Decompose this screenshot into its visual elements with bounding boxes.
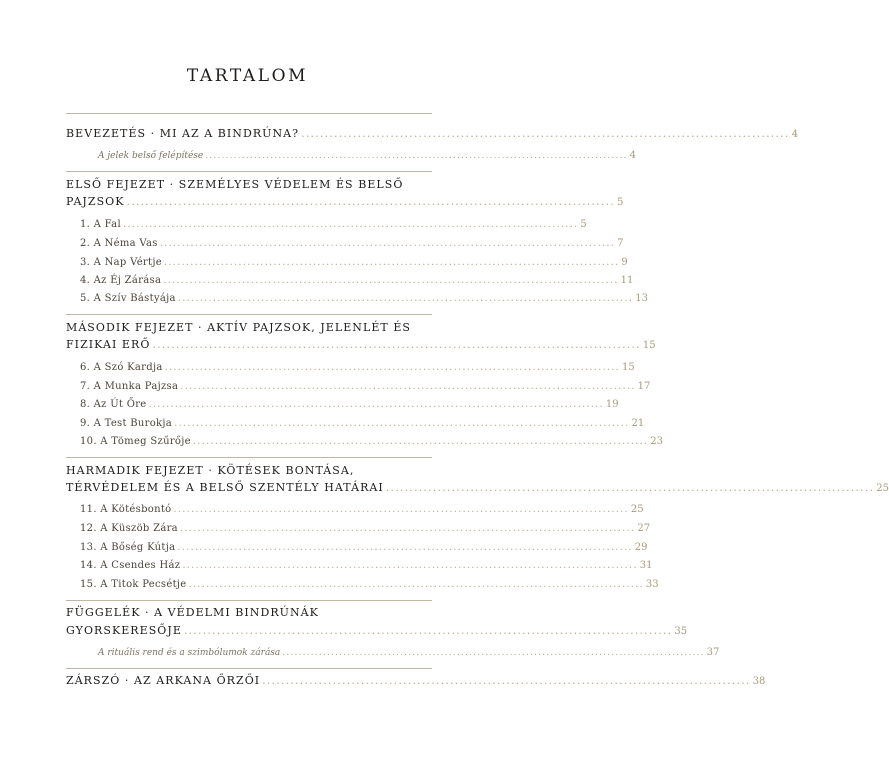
dot-leader: ........................................................................................................ <box>182 560 638 571</box>
page-number: 27 <box>637 523 651 534</box>
toc-entry-chapter-1[interactable] <box>66 195 624 210</box>
section-divider <box>66 457 432 458</box>
page-number: 25 <box>630 504 644 515</box>
toc-item[interactable] <box>80 559 653 573</box>
page-number: 15 <box>622 362 635 373</box>
toc-entry-zarszo[interactable] <box>66 674 766 689</box>
toc-title: TARTALOM <box>186 66 309 86</box>
page-number: 9 <box>621 257 628 268</box>
toc-item[interactable] <box>80 380 651 394</box>
dot-leader: ........................................................................................................ <box>282 648 705 658</box>
page-number: 5 <box>580 219 587 230</box>
dot-leader: ........................................................................................................ <box>188 579 644 590</box>
entry-title: 14. A Csendes Ház <box>80 560 181 571</box>
appendix-title-line1[interactable]: FÜGGELÉK · A VÉDELMI BINDRÚNÁK <box>66 606 319 619</box>
entry-title: 11. A Kötésbontó <box>80 504 172 515</box>
toc-item[interactable] <box>80 256 628 270</box>
entry-title: 7. A Munka Pajzsa <box>80 381 179 392</box>
dot-leader: ........................................................................................................ <box>301 127 790 140</box>
toc-item[interactable] <box>80 237 624 251</box>
entry-title: 3. A Nap Vértje <box>80 257 162 268</box>
toc-entry-chapter-3[interactable] <box>66 481 889 496</box>
toc-item[interactable] <box>80 292 648 306</box>
entry-title: 13. A Bőség Kútja <box>80 542 176 553</box>
toc-entry-bevezetes[interactable] <box>66 127 798 142</box>
toc-item[interactable] <box>80 522 651 536</box>
entry-title: TÉRVÉDELEM ÉS A BELSŐ SZENTÉLY HATÁRAI <box>66 481 384 494</box>
page-number: 13 <box>635 293 648 304</box>
chapter-1-title-line1[interactable]: ELSŐ FEJEZET · SZEMÉLYES VÉDELEM ÉS BELSŐ <box>66 178 404 191</box>
entry-title: 9. A Test Burokja <box>80 418 173 429</box>
page-number: 21 <box>631 418 645 429</box>
section-divider <box>66 314 432 315</box>
entry-title: BEVEZETÉS · MI AZ A BINDRÚNA? <box>66 127 300 140</box>
toc-item[interactable] <box>80 274 634 288</box>
page-number: 35 <box>674 626 688 637</box>
dot-leader: ........................................................................................................ <box>205 151 628 161</box>
page-number: 25 <box>876 483 889 494</box>
dot-leader: ........................................................................................................ <box>148 399 604 410</box>
toc-entry-appendix[interactable] <box>66 624 688 639</box>
dot-leader: ........................................................................................................ <box>122 219 579 230</box>
entry-title: 4. Az Éj Zárása <box>80 275 162 286</box>
toc-subentry-jelek[interactable] <box>98 149 636 163</box>
entry-title: 6. A Szó Kardja <box>80 362 163 373</box>
page-number: 17 <box>637 381 651 392</box>
dot-leader: ........................................................................................................ <box>159 238 616 249</box>
toc-item[interactable] <box>80 218 587 232</box>
dot-leader: ........................................................................................................ <box>192 436 649 447</box>
toc-item[interactable] <box>80 361 635 375</box>
section-divider <box>66 668 432 669</box>
toc-item[interactable] <box>80 541 648 555</box>
dot-leader: ........................................................................................................ <box>385 481 875 494</box>
section-divider <box>66 113 432 114</box>
page-number: 7 <box>617 238 624 249</box>
entry-title: PAJZSOK <box>66 195 125 208</box>
dot-leader: ........................................................................................................ <box>174 418 630 429</box>
entry-title: A rituális rend és a szimbólumok zárása <box>98 648 281 658</box>
dot-leader: ........................................................................................................ <box>152 338 641 351</box>
dot-leader: ........................................................................................................ <box>179 523 636 534</box>
page-number: 19 <box>605 399 619 410</box>
page-number: 37 <box>706 647 720 658</box>
dot-leader: ........................................................................................................ <box>177 293 634 304</box>
chapter-2-title-line1[interactable]: MÁSODIK FEJEZET · AKTÍV PAJZSOK, JELENLÉT ÉS <box>66 321 412 334</box>
entry-title: 12. A Küszöb Zára <box>80 523 178 534</box>
toc-item[interactable] <box>80 503 644 517</box>
dot-leader: ........................................................................................................ <box>180 381 636 392</box>
entry-title: 8. Az Út Őre <box>80 399 147 410</box>
entry-title: 2. A Néma Vas <box>80 238 158 249</box>
section-divider <box>66 600 432 601</box>
page-number: 4 <box>629 150 636 161</box>
page-number: 29 <box>634 542 648 553</box>
toc-item[interactable] <box>80 578 659 592</box>
dot-leader: ........................................................................................................ <box>163 257 620 268</box>
entry-title: 15. A Titok Pecsétje <box>80 579 187 590</box>
entry-title: 10. A Tömeg Szűrője <box>80 436 191 447</box>
entry-title: 5. A Szív Bástyája <box>80 293 176 304</box>
dot-leader: ........................................................................................................ <box>262 674 751 687</box>
page-number: 23 <box>650 436 663 447</box>
page-number: 31 <box>639 560 653 571</box>
section-divider <box>66 171 432 172</box>
page-number: 11 <box>620 275 634 286</box>
dot-leader: ........................................................................................................ <box>177 542 633 553</box>
chapter-3-title-line1[interactable]: HARMADIK FEJEZET · KÖTÉSEK BONTÁSA, <box>66 464 355 477</box>
entry-title: A jelek belső felépítése <box>98 151 204 161</box>
toc-item[interactable] <box>80 417 645 431</box>
page-number: 15 <box>642 340 656 351</box>
dot-leader: ........................................................................................................ <box>163 275 619 286</box>
entry-title: ZÁRSZÓ · AZ ARKANA ŐRZŐI <box>66 674 261 687</box>
entry-title: FIZIKAI ERŐ <box>66 338 151 351</box>
page-number: 4 <box>791 129 798 140</box>
dot-leader: ........................................................................................................ <box>126 195 615 208</box>
entry-title: 1. A Fal <box>80 219 121 230</box>
toc-item[interactable] <box>80 398 619 412</box>
page-number: 5 <box>616 197 624 208</box>
page-number: 38 <box>752 676 766 687</box>
toc-subentry-ritualis[interactable] <box>98 646 720 660</box>
entry-title: GYORSKERESŐJE <box>66 624 182 637</box>
page-number: 33 <box>645 579 659 590</box>
dot-leader: ........................................................................................................ <box>173 504 629 515</box>
dot-leader: ........................................................................................................ <box>164 362 621 373</box>
dot-leader: ........................................................................................................ <box>183 624 673 637</box>
toc-item[interactable] <box>80 435 663 449</box>
toc-entry-chapter-2[interactable] <box>66 338 656 353</box>
